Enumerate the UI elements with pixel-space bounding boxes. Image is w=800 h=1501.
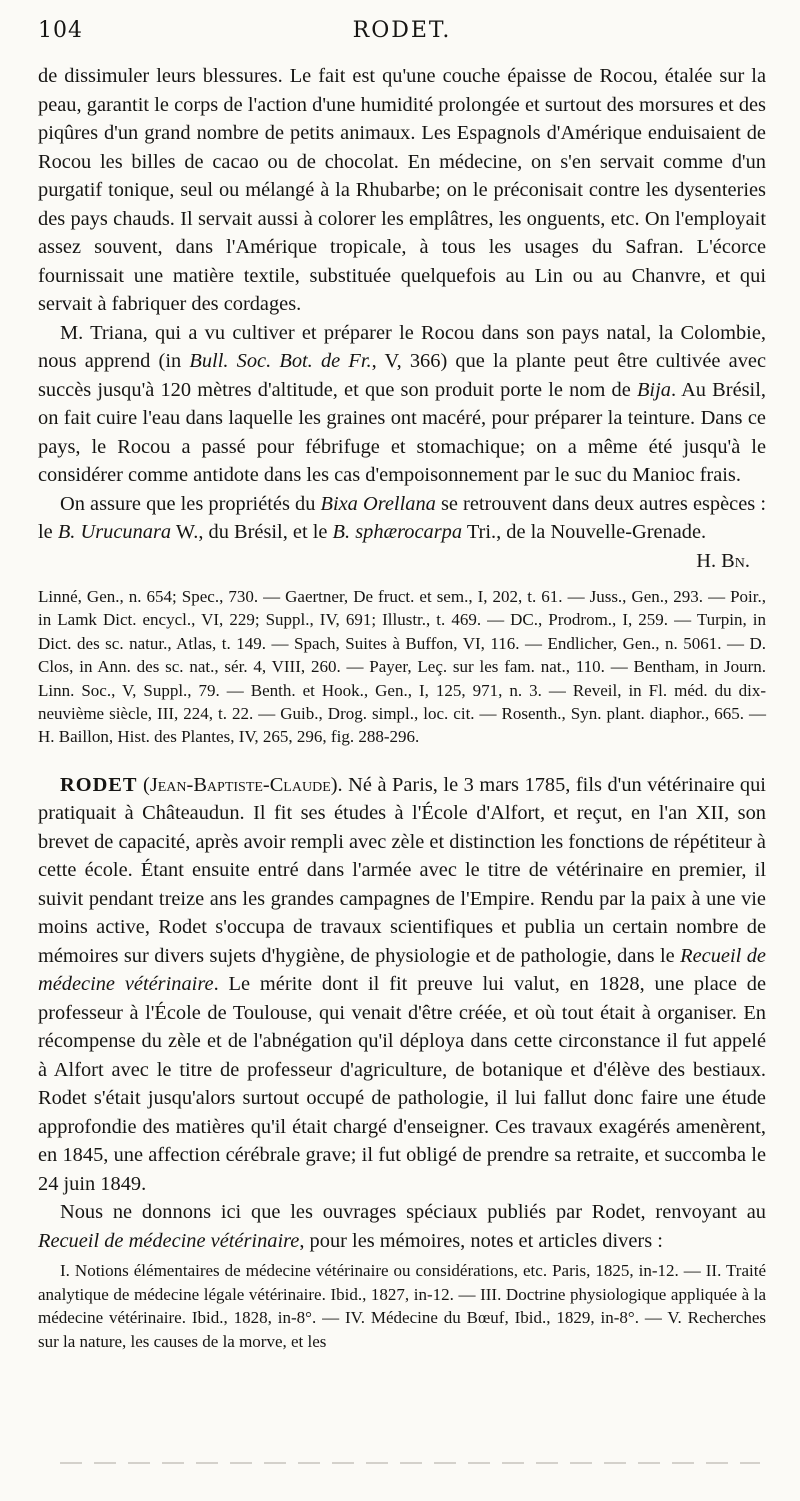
text-span: On assure que les propriétés du [60,492,316,515]
paragraph-works-intro [38,1198,766,1255]
paragraph-rodet-bio [38,771,766,1199]
running-title: RODET. [352,18,452,43]
paragraph-rocou-uses: de dissimuler leurs blessures. Le fait est qu'une couche épaisse de Rocou, étalée sur la peau, garantit le corps de l'action d'une humidité prolongée et surtout des morsures et des piqûres d'un grand nombre de petits animaux. Les Espagnols d'Amérique enduisaient de Rocou les billes de cacao ou de chocolat. En médecine, on s'en servait comme d'un purgatif tonique, seul ou mélangé à la Rhubarbe; on le préconisait contre les dysenteries des pays chauds. Il servait aussi à colorer les emplâtres, les onguents, etc. On l'employait assez souvent, dans l'Amérique tropicale, à tous les usages du Safran. L'écorce fournissait une matière textile, substituée quelquefois au Lin ou au Chanvre, et qui servait à fabriquer des cordages. [38,65,766,315]
text-span: Né à Paris, le 3 mars 1785, fils d'un vétérinaire qui pratiquait à Châteaudun. Il fit ses études à l'École d'Alfort, et reçut, en l'an XII, son brevet de capacité, après avoir rempli avec zèle et distinction les fonctions de répétiteur à cette école. Étant ensuite entré dans l'armée avec le titre de vétérinaire en premier, il suivit pendant treize ans les grandes campagnes de l'Empire. Rendu par la paix à une vie moins active, Rodet s'occupa de travaux scientifiques et publia un certain nombre de mémoires sur divers sujets d'hygiène, de physiologie et de pathologie, dans le [38,773,766,967]
page-number: 104 [38,18,83,43]
page-header [38,18,766,62]
species-name: B. Urucunara [57,521,172,543]
paragraph-triana [38,319,766,490]
journal-title: Recueil de médecine vétérinaire [38,1229,300,1252]
text-span: . Au Brésil, on fait cuire l'eau dans laquelle les graines ont macéré, pour préparer la teinture. Dans ce pays, le Rocou a passé pour fébrifuge et stomachique; on a même été jusqu'à le considérer comme antidote dans les cas d'empoisonnement par le suc du Manioc frais. [38,378,766,486]
entry-forenames: (Jean-Baptiste-Claude). [143,773,343,796]
citation: Bull. Soc. Bot. de Fr. [189,350,372,372]
bleed-through-line [60,1462,760,1464]
article-rodet [38,771,766,1256]
author-signature: H. Bn. [696,549,750,572]
text-span: , V, 366) que la plante peut être cultivée avec succès jusqu'à 120 mètres d'altitude, et que son produit porte le nom de [38,350,766,401]
bibliography-references: Linné, Gen., n. 654; Spec., 730. — Gaertner, De fruct. et sem., I, 202, t. 61. — Juss., Gen., 293. — Poir., in Lamk Dict. encycl., VI, 229; Suppl., IV, 691; Illustr., t. 469. — DC., Prodrom., I, 259. — Turpin, in Dict. des sc. natur., Atlas, t. 149. — Spach, Suites à Buffon, VI, 116. — Endlicher, Gen., n. 5061. — D. Clos, in Ann. des sc. nat., sér. 4, VIII, 260. — Payer, Leç. sur les fam. nat., 110. — Bentham, in Journ. Linn. Soc., V, Suppl., 79. — Benth. et Hook., Gen., I, 125, 971, n. 3. — Reveil, in Fl. méd. du dix-neuvième siècle, III, 224, t. 22. — Guib., Drog. simpl., loc. cit. — Rosenth., Syn. plant. diaphor., 665. — H. Baillon, Hist. des Plantes, IV, 265, 296, fig. 288-296. [38,587,766,747]
text-span: , pour les mémoires, notes et articles divers : [299,1229,663,1252]
paragraph-species [38,490,766,547]
text-span: se retrouvent dans deux autres espèces : le [38,492,766,543]
text-span: M. Triana, qui a vu cultiver et préparer le Rocou dans son pays natal, la Colombie, nous apprend (in [38,321,766,372]
journal-title: Recueil de médecine vétérinaire [38,944,766,996]
species-name: Bixa Orellana [320,492,436,515]
species-name: B. sphærocarpa [332,521,463,543]
works-list [38,1259,766,1353]
text-span: Nous ne donnons ici que les ouvrages spéciaux publiés par Rodet, renvoyant au [60,1201,766,1224]
text-span: W., du Brésil, et le [175,521,328,543]
article-body [38,62,766,575]
text-span: . Le mérite dont il fit preuve lui valut, en 1828, une place de professeur à l'École de Toulouse, qui venait d'être créée, et où tout était à organiser. En récompense du zèle et de l'abnégation qu'il déploya dans cette circonstance il fut appelé à Alfort avec le titre de professeur d'agriculture, de botanique et d'élève des bestiaux. Rodet s'était jusqu'alors surtout occupé de pathologie, il lui fallut donc faire une étude approfondie des matières qu'il était chargé d'enseigner. Ces travaux exagérés amenèrent, en 1845, une affection cérébrale grave; il fut obligé de prendre sa retraite, et succomba le 24 juin 1849. [38,973,766,1195]
text-span: Tri., de la Nouvelle-Grenade. [466,521,707,543]
entry-headword: RODET [60,773,138,796]
works-entries: I. Notions élémentaires de médecine vétérinaire ou considérations, etc. Paris, 1825, in-12. — II. Traité analytique de médecine légale vétérinaire. Ibid., 1827, in-12. — III. Doctrine physiologique appliquée à la médecine vétérinaire. Ibid., 1828, in-8°. — IV. Médecine du Bœuf, Ibid., 1829, in-8°. — V. Recherches sur la nature, les causes de la morve, et les [38,1261,766,1351]
term-bija: Bija [636,378,671,401]
